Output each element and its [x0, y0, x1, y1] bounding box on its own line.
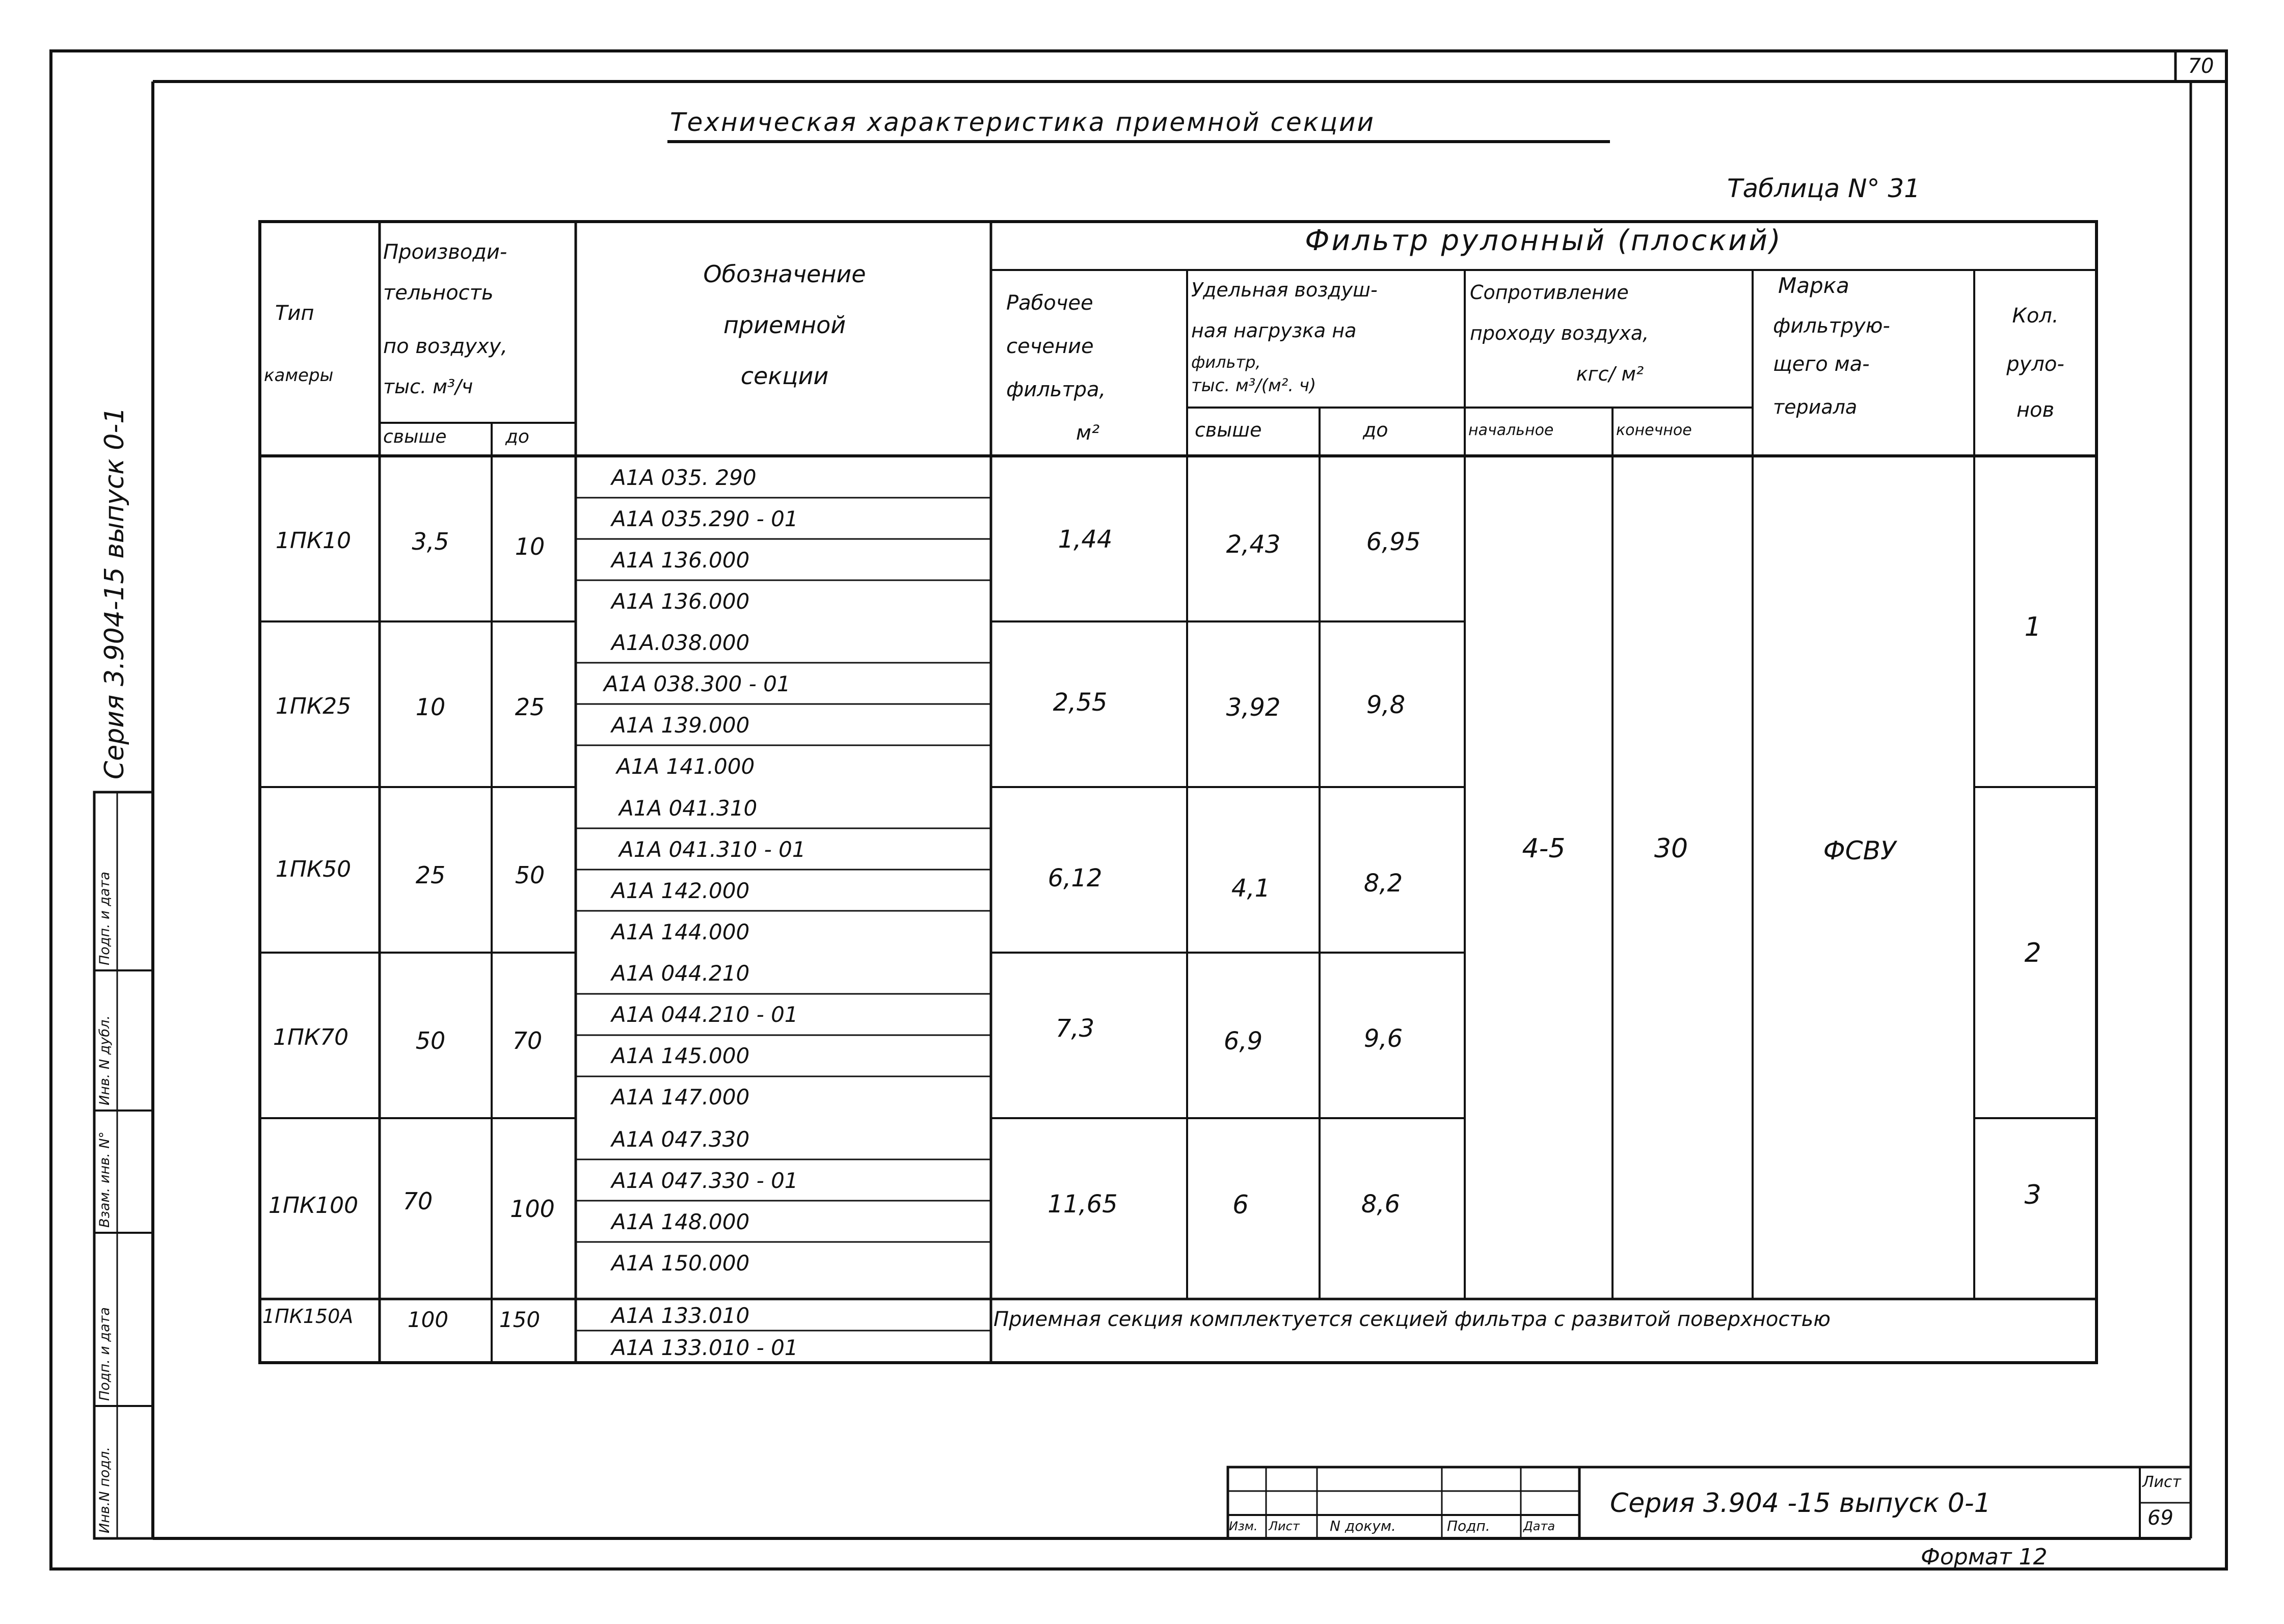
header-load-over: свыше [1195, 419, 1262, 441]
cell-to: 100 [510, 1195, 555, 1223]
cell-area: 1,44 [1058, 525, 1113, 554]
cell-type: 1ПК25 [275, 693, 352, 719]
tb-label-sign: Подп. [1447, 1518, 1490, 1534]
cell-initial-resistance: 4-5 [1522, 833, 1566, 864]
header-work-line3: фильтра, [1006, 378, 1106, 401]
header-mark-line3: щего ма- [1773, 353, 1870, 376]
outer-border [51, 51, 2226, 1569]
header-prod-line1: Производи- [383, 240, 507, 264]
header-load-line2: ная нагрузка на [1191, 319, 1357, 342]
cell-code: А1А 150.000 [611, 1251, 750, 1276]
cell-over: 25 [415, 861, 446, 889]
header-prod-to: до [505, 426, 529, 447]
tb-sheet-number: 69 [2147, 1506, 2173, 1530]
header-prod-over: свыше [383, 426, 447, 447]
header-mark-line2: фильтрую- [1773, 314, 1890, 338]
cell-load-to: 9,6 [1363, 1024, 1403, 1053]
header-res-initial: начальное [1468, 421, 1554, 439]
cell-code: А1А 044.210 - 01 [611, 1002, 798, 1027]
cell-to: 25 [515, 693, 545, 721]
document-title: Техническая характеристика приемной секции [670, 107, 1376, 137]
tb-format: Формат 12 [1921, 1544, 2048, 1570]
header-prod-line2: тельность [383, 281, 494, 305]
cell-qty-2: 2 [2024, 938, 2041, 968]
header-res-line2: проходу воздуха, [1470, 322, 1649, 344]
header-load-line3: фильтр, [1191, 353, 1261, 372]
header-res-line3: кгс/ м² [1576, 363, 1644, 385]
cell-type: 1ПК100 [268, 1193, 359, 1219]
cell-code: А1А 133.010 - 01 [611, 1335, 798, 1360]
cell-load-to: 8,6 [1361, 1190, 1401, 1219]
cell-type: 1ПК50 [275, 856, 352, 882]
header-mark-line1: Марка [1778, 273, 1849, 298]
cell-area: 6,12 [1047, 864, 1103, 892]
stamp-sign-date-2: Подп. и дата [97, 872, 113, 965]
cell-code: А1А 035.290 - 01 [611, 506, 798, 531]
header-filter-group: Фильтр рулонный (плоский) [1305, 224, 1783, 257]
header-work-line2: сечение [1006, 335, 1094, 358]
cell-over: 50 [415, 1027, 446, 1054]
cell-code: А1А 145.000 [611, 1043, 750, 1068]
header-designation-line2: приемной [723, 311, 846, 339]
side-series-label: Серия 3.904-15 выпуск 0-1 [99, 407, 130, 779]
cell-code: А1А 142.000 [611, 878, 750, 903]
cell-load-over: 2,43 [1226, 530, 1281, 559]
cell-load-over: 4,1 [1231, 874, 1271, 903]
tb-label-doc: N докум. [1330, 1518, 1396, 1534]
header-qty-line1: Кол. [2012, 304, 2059, 328]
header-load-line1: Удельная воздуш- [1191, 279, 1378, 301]
header-qty-line2: руло- [2006, 353, 2064, 376]
cell-code: А1А 147.000 [611, 1085, 750, 1109]
cell-to: 10 [515, 533, 545, 560]
header-type-line2: камеры [264, 365, 334, 386]
cell-load-over: 3,92 [1226, 693, 1281, 722]
cell-code: А1А 047.330 - 01 [611, 1168, 798, 1193]
tb-label-change: Изм. [1229, 1519, 1258, 1533]
tb-series: Серия 3.904 -15 выпуск 0-1 [1610, 1488, 1991, 1519]
header-mark-line4: териала [1773, 396, 1858, 418]
cell-note: Приемная секция комплектуется секцией фильтра с развитой поверхностью [993, 1308, 1831, 1331]
cell-code: А1А 047.330 [611, 1127, 750, 1152]
cell-over: 10 [415, 693, 446, 721]
cell-code: А1А 144.000 [611, 919, 750, 944]
cell-over: 3,5 [412, 528, 449, 555]
cell-area: 11,65 [1047, 1190, 1118, 1219]
cell-code: А1А 136.000 [611, 548, 750, 573]
cell-load-to: 8,2 [1363, 869, 1403, 898]
cell-load-over: 6 [1232, 1190, 1249, 1220]
stamp-inv-original: Инв.N подл. [97, 1447, 113, 1533]
cell-code: А1А 133.010 [611, 1303, 750, 1328]
cell-area: 7,3 [1055, 1014, 1095, 1043]
header-designation-line3: секции [740, 362, 829, 390]
header-res-final: конечное [1616, 421, 1692, 439]
cell-filter-material: ФСВУ [1823, 836, 1896, 865]
cell-to: 150 [499, 1307, 541, 1332]
header-qty-line3: нов [2016, 398, 2055, 422]
cell-load-to: 6,95 [1366, 528, 1421, 556]
cell-over: 70 [402, 1187, 433, 1215]
cell-code: А1А.038.000 [611, 630, 750, 655]
header-designation-line1: Обозначение [703, 260, 866, 288]
header-load-to: до [1363, 419, 1388, 441]
cell-type: 1ПК70 [273, 1024, 349, 1050]
page-number: 70 [2188, 55, 2214, 78]
cell-qty-1: 1 [2024, 612, 2041, 642]
cell-code: А1А 038.300 - 01 [604, 671, 791, 696]
cell-to: 70 [512, 1027, 543, 1054]
header-type-line1: Тип [275, 302, 314, 325]
tb-label-sheet: Лист [1269, 1519, 1300, 1533]
cell-code: А1А 139.000 [611, 713, 750, 738]
header-load-line4: тыс. м³/(м². ч) [1191, 375, 1316, 396]
cell-code: А1А 141.000 [616, 754, 755, 779]
stamp-replaced-inv: Взам. инв. N° [97, 1131, 113, 1228]
header-work-line1: Рабочее [1006, 291, 1093, 315]
header-prod-line3: по воздуху, [383, 335, 508, 358]
tb-sheet-label: Лист [2142, 1473, 2182, 1491]
header-prod-line4: тыс. м³/ч [383, 375, 473, 398]
cell-area: 2,55 [1053, 688, 1108, 717]
table-number: Таблица N° 31 [1727, 174, 1920, 203]
cell-type: 1ПК150А [262, 1305, 354, 1328]
cell-code: А1А 136.000 [611, 589, 750, 614]
header-work-line4: м² [1076, 421, 1100, 445]
cell-code: А1А 035. 290 [611, 465, 757, 490]
cell-type: 1ПК10 [275, 528, 352, 554]
cell-load-over: 6,9 [1223, 1027, 1263, 1055]
cell-final-resistance: 30 [1654, 833, 1688, 864]
stamp-inv-duplicate: Инв. N дубл. [97, 1015, 113, 1105]
cell-code: А1А 041.310 [619, 796, 758, 821]
table-border [260, 222, 2097, 1363]
cell-qty-3: 3 [2024, 1180, 2041, 1210]
cell-code: А1А 044.210 [611, 961, 750, 986]
cell-over: 100 [407, 1307, 449, 1332]
cell-code: А1А 148.000 [611, 1209, 750, 1234]
tb-label-date: Дата [1523, 1519, 1555, 1533]
cell-to: 50 [515, 861, 545, 889]
cell-code: А1А 041.310 - 01 [619, 837, 806, 862]
cell-load-to: 9,8 [1366, 691, 1406, 719]
header-res-line1: Сопротивление [1470, 281, 1629, 304]
stamp-sign-date-1: Подп. и дата [97, 1307, 113, 1401]
